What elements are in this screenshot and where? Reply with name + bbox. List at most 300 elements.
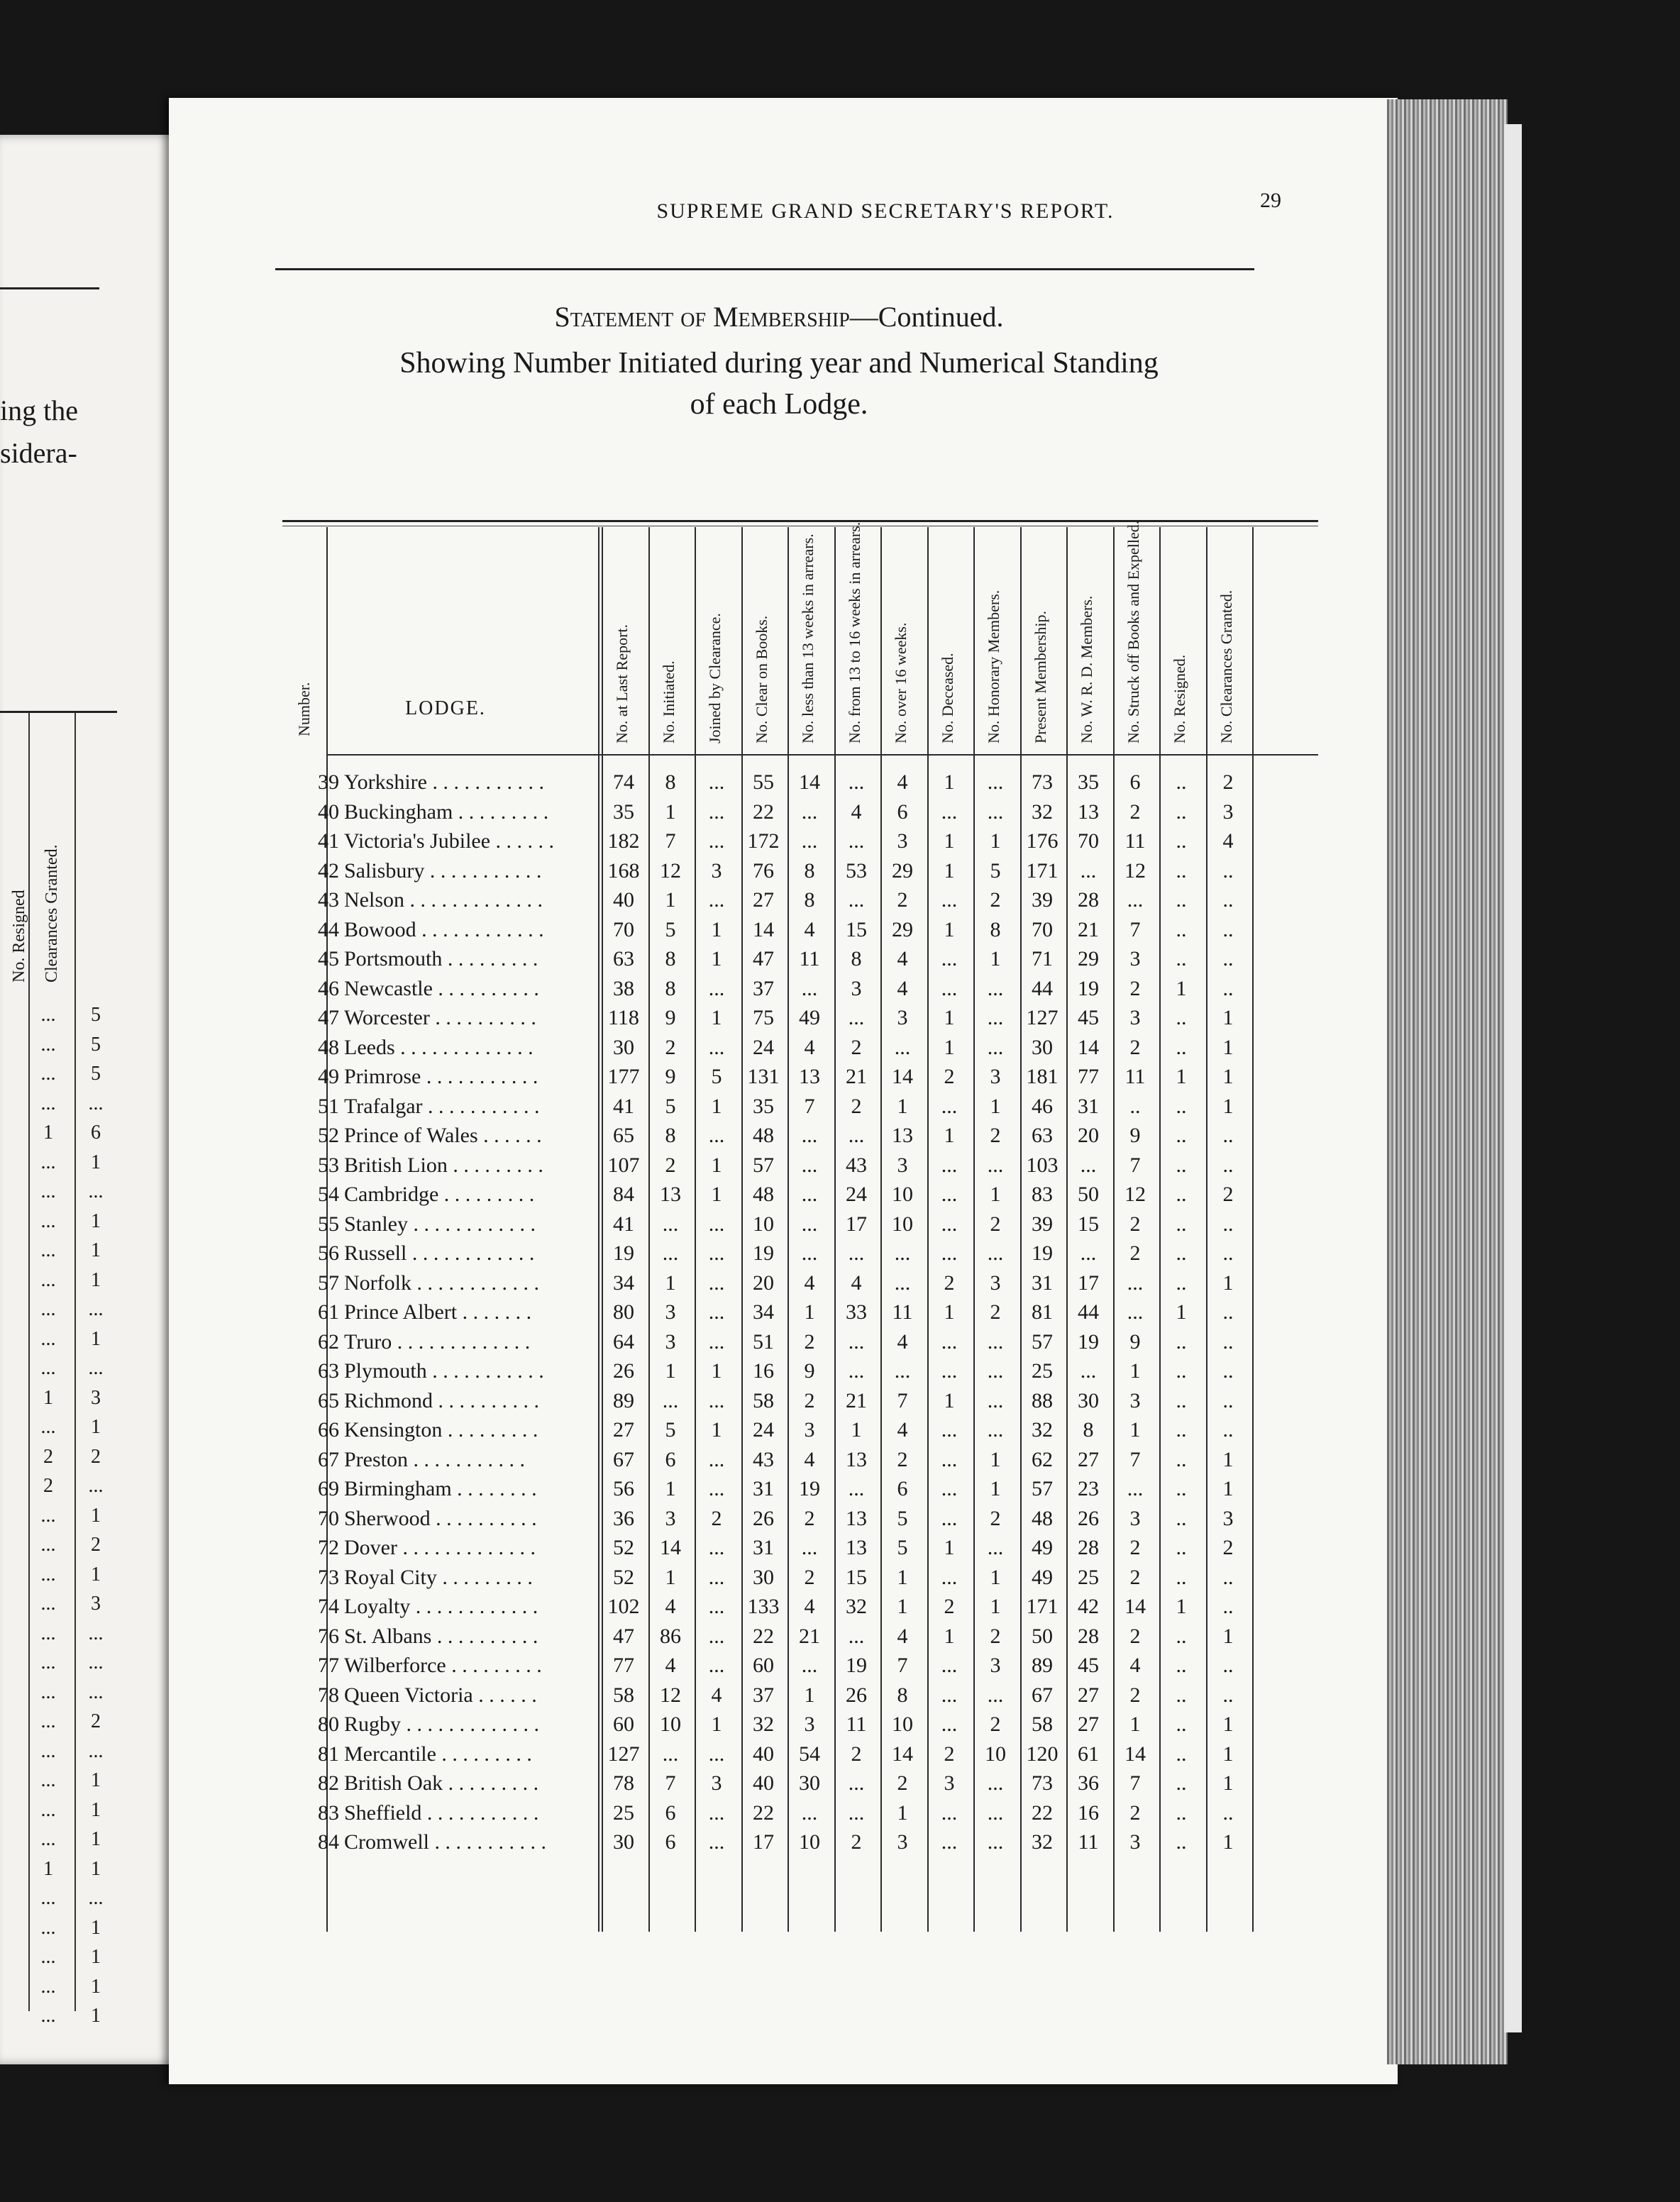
table-row bbox=[275, 1122, 1318, 1150]
table-cell: 177 bbox=[607, 1065, 640, 1088]
table-cell: 1 bbox=[665, 1477, 676, 1500]
table-cell: 2 bbox=[1129, 1241, 1141, 1265]
left-table-row bbox=[0, 1328, 117, 1350]
membership-table bbox=[275, 520, 1318, 1932]
table-cell: 4 bbox=[897, 947, 908, 970]
left-table-cell: 1 bbox=[43, 1122, 53, 1144]
table-cell: 62 bbox=[1032, 1448, 1053, 1471]
table-cell: .. bbox=[1176, 859, 1187, 883]
table-cell: ... bbox=[941, 1183, 958, 1206]
table-cell: 1 bbox=[711, 918, 722, 941]
table-cell: 1 bbox=[1222, 1006, 1234, 1029]
table-cell: 2 bbox=[1129, 977, 1141, 1000]
table-cell: 4 bbox=[897, 977, 908, 1000]
table-cell: 1 bbox=[990, 829, 1001, 853]
left-table-cell: ... bbox=[88, 1180, 104, 1202]
left-table-row bbox=[0, 1769, 117, 1791]
table-cell: 3 bbox=[897, 1153, 908, 1177]
table-cell: 107 bbox=[607, 1153, 640, 1177]
left-table-cell: ... bbox=[40, 1210, 56, 1232]
table-cell: 63 bbox=[1032, 1124, 1053, 1147]
table-cell: 4 bbox=[711, 1683, 722, 1707]
lodge-number: 53 bbox=[318, 1153, 339, 1177]
table-cell: 31 bbox=[1032, 1271, 1053, 1295]
table-cell: 73 bbox=[1032, 770, 1053, 794]
table-cell: ... bbox=[941, 1566, 958, 1589]
table-cell: .. bbox=[1222, 977, 1234, 1000]
table-cell: 80 bbox=[613, 1300, 634, 1324]
table-cell: ... bbox=[708, 1742, 725, 1766]
table-cell: 31 bbox=[1078, 1095, 1099, 1118]
table-cell: 84 bbox=[613, 1183, 634, 1206]
table-cell: 17 bbox=[1078, 1271, 1099, 1295]
table-cell: 1 bbox=[1222, 1065, 1234, 1088]
left-table-row bbox=[0, 1799, 117, 1821]
left-table-cell: 1 bbox=[91, 1505, 101, 1527]
table-cell: ... bbox=[708, 829, 725, 853]
table-cell: ... bbox=[708, 1241, 725, 1265]
table-cell: 4 bbox=[897, 1418, 908, 1442]
table-cell: 7 bbox=[1129, 1153, 1141, 1177]
table-cell: .. bbox=[1176, 1241, 1187, 1265]
left-table-row bbox=[0, 1917, 117, 1939]
column-header: No. Clearances Granted. bbox=[1217, 590, 1235, 743]
table-cell: 29 bbox=[892, 918, 913, 941]
table-cell: 40 bbox=[753, 1742, 774, 1766]
table-cell: 32 bbox=[1032, 1830, 1053, 1854]
left-table-cell: ... bbox=[88, 1092, 104, 1114]
lodge-name: Salisbury . . . . . . . . . . . bbox=[344, 859, 542, 883]
table-cell: 10 bbox=[660, 1713, 681, 1736]
left-table-row bbox=[0, 1475, 117, 1497]
table-cell: .. bbox=[1176, 1183, 1187, 1206]
table-cell: 6 bbox=[1129, 770, 1141, 794]
table-cell: .. bbox=[1176, 1625, 1187, 1648]
table-cell: ... bbox=[848, 770, 865, 794]
table-cell: 58 bbox=[753, 1389, 774, 1412]
page-number: 29 bbox=[1260, 189, 1281, 212]
table-cell: 8 bbox=[851, 947, 862, 970]
table-cell: 5 bbox=[897, 1536, 908, 1559]
table-cell: 1 bbox=[665, 888, 676, 912]
table-cell: 63 bbox=[613, 947, 634, 970]
table-cell: 1 bbox=[1129, 1713, 1141, 1736]
lodge-name: Mercantile . . . . . . . . . bbox=[344, 1742, 532, 1766]
table-cell: 48 bbox=[753, 1124, 774, 1147]
table-cell: 1 bbox=[944, 1124, 955, 1147]
table-cell: 6 bbox=[897, 1477, 908, 1500]
table-cell: 4 bbox=[804, 1271, 815, 1295]
table-cell: 27 bbox=[1078, 1713, 1099, 1736]
table-cell: 55 bbox=[753, 770, 774, 794]
left-table-row bbox=[0, 1446, 117, 1468]
table-cell: 17 bbox=[753, 1830, 774, 1854]
table-cell: 22 bbox=[753, 800, 774, 824]
table-row bbox=[275, 798, 1318, 826]
table-row bbox=[275, 1769, 1318, 1798]
lodge-number: 61 bbox=[318, 1300, 339, 1324]
left-table-cell: ... bbox=[88, 1475, 104, 1497]
table-cell: 71 bbox=[1032, 947, 1053, 970]
table-cell: 1 bbox=[1176, 977, 1187, 1000]
table-cell: 17 bbox=[846, 1212, 867, 1236]
table-cell: 1 bbox=[665, 1566, 676, 1589]
left-table-row bbox=[0, 1976, 117, 1998]
table-cell: ... bbox=[987, 1418, 1004, 1442]
table-cell: ... bbox=[708, 1300, 725, 1324]
table-cell: 60 bbox=[753, 1654, 774, 1677]
left-table-cell: 2 bbox=[43, 1475, 53, 1497]
table-cell: 2 bbox=[851, 1036, 862, 1059]
table-cell: 6 bbox=[897, 800, 908, 824]
table-cell: 48 bbox=[753, 1183, 774, 1206]
left-table-cell: ... bbox=[40, 1887, 56, 1909]
table-cell: 25 bbox=[613, 1801, 634, 1825]
table-cell: 15 bbox=[1078, 1212, 1099, 1236]
table-row bbox=[275, 1063, 1318, 1091]
left-table-cell: 1 bbox=[91, 1946, 101, 1968]
table-cell: 1 bbox=[990, 1566, 1001, 1589]
table-cell: 19 bbox=[1078, 977, 1099, 1000]
lodge-number: 83 bbox=[318, 1801, 339, 1825]
lodge-number: 44 bbox=[318, 918, 339, 941]
left-table-cell: ... bbox=[40, 1622, 56, 1644]
table-cell: ... bbox=[1127, 1271, 1144, 1295]
table-cell: 4 bbox=[804, 1595, 815, 1618]
table-cell: .. bbox=[1176, 1683, 1187, 1707]
table-cell: 10 bbox=[799, 1830, 820, 1854]
table-cell: 10 bbox=[892, 1212, 913, 1236]
table-cell: 20 bbox=[1078, 1124, 1099, 1147]
table-row bbox=[275, 1475, 1318, 1503]
table-row bbox=[275, 1652, 1318, 1680]
table-cell: 1 bbox=[990, 1595, 1001, 1618]
left-table-cell: ... bbox=[88, 1298, 104, 1320]
table-row bbox=[275, 768, 1318, 797]
table-cell: 22 bbox=[1032, 1801, 1053, 1825]
table-cell: 1 bbox=[990, 947, 1001, 970]
table-cell: .. bbox=[1176, 800, 1187, 824]
table-cell: .. bbox=[1176, 1389, 1187, 1412]
lodge-number: 49 bbox=[318, 1065, 339, 1088]
table-cell: 27 bbox=[613, 1418, 634, 1442]
table-cell: 12 bbox=[1124, 859, 1146, 883]
left-table-cell: ... bbox=[40, 1917, 56, 1939]
table-cell: 2 bbox=[990, 1212, 1001, 1236]
table-cell: 39 bbox=[1032, 1212, 1053, 1236]
table-cell: 1 bbox=[944, 1536, 955, 1559]
table-cell: 2 bbox=[897, 888, 908, 912]
table-cell: 83 bbox=[1032, 1183, 1053, 1206]
left-table-cell: ... bbox=[40, 1092, 56, 1114]
table-cell: ... bbox=[941, 1359, 958, 1383]
table-cell: 1 bbox=[711, 1153, 722, 1177]
table-cell: .. bbox=[1222, 1330, 1234, 1354]
table-cell: 12 bbox=[660, 1683, 681, 1707]
left-table-row bbox=[0, 1122, 117, 1144]
table-cell: 22 bbox=[753, 1801, 774, 1825]
table-cell: 8 bbox=[665, 977, 676, 1000]
table-cell: ... bbox=[708, 1801, 725, 1825]
table-cell: ... bbox=[987, 977, 1004, 1000]
table-cell: 64 bbox=[613, 1330, 634, 1354]
lodge-name: Queen Victoria . . . . . . bbox=[344, 1683, 537, 1707]
left-table-cell: 1 bbox=[91, 1799, 101, 1821]
table-cell: 3 bbox=[1129, 947, 1141, 970]
table-cell: 58 bbox=[1032, 1713, 1053, 1736]
lodge-number: 82 bbox=[318, 1771, 339, 1795]
lodge-name: Victoria's Jubilee . . . . . . bbox=[344, 829, 555, 853]
lodge-name: Plymouth . . . . . . . . . . . bbox=[344, 1359, 544, 1383]
table-cell: 46 bbox=[1032, 1095, 1053, 1118]
table-cell: 37 bbox=[753, 977, 774, 1000]
table-row bbox=[275, 1298, 1318, 1327]
table-cell: .. bbox=[1176, 1507, 1187, 1530]
table-cell: 2 bbox=[1129, 1036, 1141, 1059]
lodge-name: Preston . . . . . . . . . . . bbox=[344, 1448, 525, 1471]
table-cell: 2 bbox=[1222, 1183, 1234, 1206]
left-table-cell: ... bbox=[88, 1887, 104, 1909]
table-cell: 1 bbox=[990, 1448, 1001, 1471]
table-cell: .. bbox=[1176, 1477, 1187, 1500]
table-cell: 51 bbox=[753, 1330, 774, 1354]
left-table-cell: ... bbox=[40, 1976, 56, 1998]
table-cell: ... bbox=[848, 1359, 865, 1383]
table-cell: 50 bbox=[1078, 1183, 1099, 1206]
table-cell: 1 bbox=[944, 1300, 955, 1324]
lodge-name: Kensington . . . . . . . . . bbox=[344, 1418, 538, 1442]
table-row bbox=[275, 886, 1318, 914]
table-cell: 1 bbox=[1129, 1418, 1141, 1442]
table-cell: ... bbox=[801, 829, 818, 853]
column-header: No. W. R. D. Members. bbox=[1078, 595, 1095, 743]
table-cell: 3 bbox=[1129, 1006, 1141, 1029]
table-cell: 32 bbox=[846, 1595, 867, 1618]
left-table-cell: ... bbox=[40, 1828, 56, 1850]
lodge-name: Worcester . . . . . . . . . . bbox=[344, 1006, 536, 1029]
left-page-table bbox=[0, 711, 117, 2027]
left-table-row bbox=[0, 1534, 117, 1556]
table-cell: 2 bbox=[1129, 1625, 1141, 1648]
table-cell: 10 bbox=[892, 1713, 913, 1736]
column-header: No. at Last Report. bbox=[613, 624, 631, 743]
table-cell: 5 bbox=[665, 918, 676, 941]
lodge-name: Wilberforce . . . . . . . . . bbox=[344, 1654, 542, 1677]
lodge-name: Russell . . . . . . . . . . . . bbox=[344, 1241, 535, 1265]
table-cell: 2 bbox=[897, 1448, 908, 1471]
table-cell: 89 bbox=[1032, 1654, 1053, 1677]
left-table-cell: ... bbox=[40, 1063, 56, 1085]
left-table-cell: ... bbox=[40, 1180, 56, 1202]
table-cell: 5 bbox=[990, 859, 1001, 883]
table-cell: 1 bbox=[665, 1271, 676, 1295]
column-header: No. Initiated. bbox=[660, 660, 678, 743]
table-cell: 30 bbox=[753, 1566, 774, 1589]
left-header-clearances: Clearances Granted. bbox=[43, 844, 61, 983]
table-cell: 14 bbox=[799, 770, 820, 794]
table-cell: ... bbox=[941, 1683, 958, 1707]
table-cell: 7 bbox=[1129, 918, 1141, 941]
table-row bbox=[275, 1034, 1318, 1062]
table-cell: 1 bbox=[897, 1801, 908, 1825]
table-cell: 77 bbox=[1078, 1065, 1099, 1088]
table-row bbox=[275, 1416, 1318, 1444]
table-cell: 14 bbox=[753, 918, 774, 941]
left-table-cell: ... bbox=[40, 1239, 56, 1261]
table-cell: 24 bbox=[753, 1418, 774, 1442]
lodge-number: 78 bbox=[318, 1683, 339, 1707]
table-cell: ... bbox=[848, 1330, 865, 1354]
table-cell: 4 bbox=[851, 1271, 862, 1295]
table-cell: 65 bbox=[613, 1124, 634, 1147]
lodge-name: Prince of Wales . . . . . . bbox=[344, 1124, 542, 1147]
table-cell: 33 bbox=[846, 1300, 867, 1324]
table-cell: 26 bbox=[846, 1683, 867, 1707]
left-table-cell: 1 bbox=[91, 1151, 101, 1173]
table-cell: .. bbox=[1176, 829, 1187, 853]
table-cell: ... bbox=[987, 800, 1004, 824]
table-row bbox=[275, 1092, 1318, 1121]
table-cell: 15 bbox=[846, 1566, 867, 1589]
table-cell: 10 bbox=[985, 1742, 1006, 1766]
table-row bbox=[275, 1534, 1318, 1562]
table-cell: .. bbox=[1222, 1124, 1234, 1147]
table-cell: .. bbox=[1176, 1566, 1187, 1589]
table-cell: ... bbox=[941, 1448, 958, 1471]
table-cell: 2 bbox=[990, 1300, 1001, 1324]
table-cell: 1 bbox=[944, 770, 955, 794]
table-cell: ... bbox=[662, 1212, 679, 1236]
subtitle-line-2: of each Lodge. bbox=[690, 388, 868, 421]
table-cell: ... bbox=[894, 1241, 911, 1265]
left-table-cell: 3 bbox=[91, 1593, 101, 1615]
table-cell: .. bbox=[1222, 859, 1234, 883]
table-cell: 13 bbox=[799, 1065, 820, 1088]
left-table-row bbox=[0, 1887, 117, 1909]
lodge-name: Norfolk . . . . . . . . . . . . bbox=[344, 1271, 539, 1295]
table-cell: 32 bbox=[1032, 1418, 1053, 1442]
table-cell: 57 bbox=[1032, 1330, 1053, 1354]
table-cell: 5 bbox=[711, 1065, 722, 1088]
table-cell: ... bbox=[848, 1801, 865, 1825]
table-cell: 8 bbox=[897, 1683, 908, 1707]
lodge-number: 63 bbox=[318, 1359, 339, 1383]
left-table-cell: 1 bbox=[91, 2005, 101, 2027]
table-cell: 4 bbox=[851, 800, 862, 824]
left-header-resigned: No. Resigned bbox=[10, 890, 28, 983]
table-cell: 1 bbox=[897, 1566, 908, 1589]
table-row bbox=[275, 1357, 1318, 1385]
table-cell: 3 bbox=[665, 1300, 676, 1324]
table-cell: ... bbox=[848, 888, 865, 912]
page-subtitle bbox=[240, 343, 1318, 425]
table-cell: 1 bbox=[897, 1595, 908, 1618]
table-cell: .. bbox=[1176, 1830, 1187, 1854]
lodge-name: Buckingham . . . . . . . . . bbox=[344, 800, 549, 824]
table-cell: .. bbox=[1176, 770, 1187, 794]
table-cell: 12 bbox=[1124, 1183, 1146, 1206]
table-cell: ... bbox=[801, 1153, 818, 1177]
table-cell: .. bbox=[1222, 1241, 1234, 1265]
table-cell: 13 bbox=[660, 1183, 681, 1206]
left-table-row bbox=[0, 1710, 117, 1732]
table-cell: 67 bbox=[1032, 1683, 1053, 1707]
table-cell: 4 bbox=[665, 1595, 676, 1618]
table-cell: ... bbox=[894, 1036, 911, 1059]
table-cell: 52 bbox=[613, 1566, 634, 1589]
left-table-cell: ... bbox=[40, 1328, 56, 1350]
lodge-name: Primrose . . . . . . . . . . . bbox=[344, 1065, 538, 1088]
table-cell: 4 bbox=[1222, 829, 1234, 853]
table-cell: 70 bbox=[1032, 918, 1053, 941]
table-cell: 49 bbox=[799, 1006, 820, 1029]
table-cell: 1 bbox=[944, 918, 955, 941]
lodge-name: British Lion . . . . . . . . . bbox=[344, 1153, 543, 1177]
table-cell: 6 bbox=[665, 1830, 676, 1854]
table-cell: 70 bbox=[1078, 829, 1099, 853]
table-cell: 19 bbox=[613, 1241, 634, 1265]
lodge-name: Leeds . . . . . . . . . . . . . bbox=[344, 1036, 534, 1059]
lodge-name: Nelson . . . . . . . . . . . . . bbox=[344, 888, 543, 912]
table-cell: 3 bbox=[990, 1271, 1001, 1295]
table-cell: 1 bbox=[1176, 1300, 1187, 1324]
table-cell: ... bbox=[941, 1153, 958, 1177]
left-table-cell: 1 bbox=[91, 1976, 101, 1998]
table-cell: 1 bbox=[1222, 1742, 1234, 1766]
table-cell: 2 bbox=[665, 1153, 676, 1177]
lodge-name: Bowood . . . . . . . . . . . . bbox=[344, 918, 544, 941]
page-edges bbox=[1387, 99, 1508, 2064]
table-cell: .. bbox=[1176, 1771, 1187, 1795]
table-cell: 31 bbox=[753, 1536, 774, 1559]
lodge-number: 56 bbox=[318, 1241, 339, 1265]
table-cell: 34 bbox=[753, 1300, 774, 1324]
table-cell: 20 bbox=[753, 1271, 774, 1295]
header-rule bbox=[326, 754, 1318, 756]
left-table-row bbox=[0, 1652, 117, 1673]
column-header: No. from 13 to 16 weeks in arrears. bbox=[846, 521, 863, 743]
table-cell: ... bbox=[894, 1359, 911, 1383]
table-cell: 30 bbox=[613, 1830, 634, 1854]
lodge-number: 39 bbox=[318, 770, 339, 794]
table-cell: ... bbox=[1080, 1359, 1097, 1383]
table-cell: ... bbox=[987, 1801, 1004, 1825]
lodge-number: 54 bbox=[318, 1183, 339, 1206]
table-cell: 29 bbox=[1078, 947, 1099, 970]
table-cell: 44 bbox=[1032, 977, 1053, 1000]
column-header: No. Clear on Books. bbox=[753, 615, 770, 743]
table-cell: 7 bbox=[897, 1654, 908, 1677]
subtitle-line-1: Showing Number Initiated during year and Numerical Standing bbox=[399, 347, 1159, 380]
table-cell: 19 bbox=[1078, 1330, 1099, 1354]
lodge-name: Cambridge . . . . . . . . . bbox=[344, 1183, 535, 1206]
left-table-row bbox=[0, 1298, 117, 1320]
table-cell: ... bbox=[708, 1212, 725, 1236]
column-header: No. Honorary Members. bbox=[985, 590, 1002, 743]
lodge-name: British Oak . . . . . . . . . bbox=[344, 1771, 539, 1795]
table-cell: 57 bbox=[753, 1153, 774, 1177]
table-row bbox=[275, 1239, 1318, 1268]
table-cell: ... bbox=[848, 1625, 865, 1648]
table-cell: 26 bbox=[613, 1359, 634, 1383]
lodge-number: 74 bbox=[318, 1595, 339, 1618]
left-table-cell: ... bbox=[40, 1681, 56, 1703]
table-cell: 11 bbox=[892, 1300, 913, 1324]
left-table-cell: ... bbox=[40, 1740, 56, 1762]
table-cell: .. bbox=[1176, 1418, 1187, 1442]
table-cell: ... bbox=[848, 1006, 865, 1029]
table-cell: 2 bbox=[990, 888, 1001, 912]
